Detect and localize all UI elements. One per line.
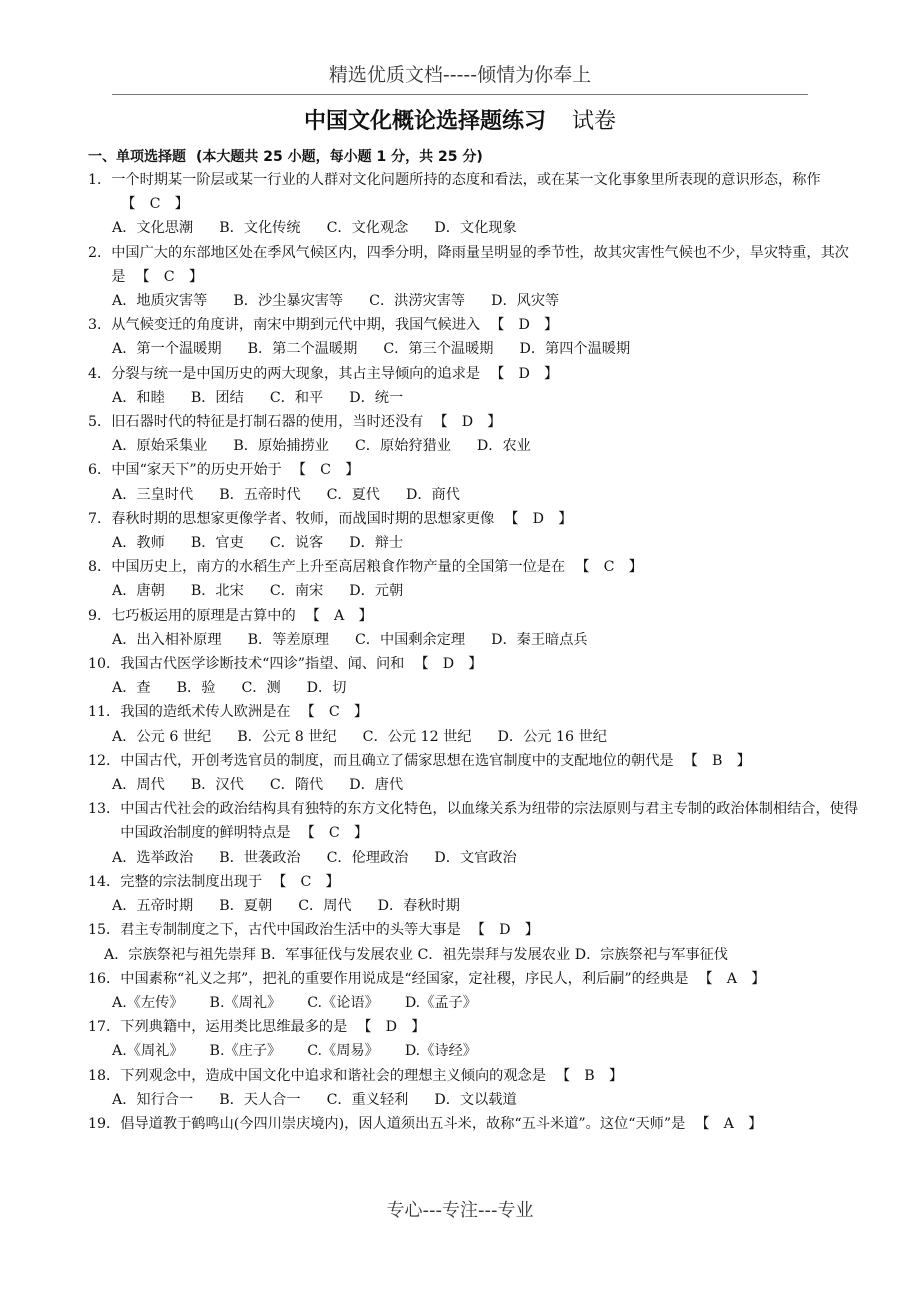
option-c: C．伦理政治 — [326, 849, 409, 866]
question-number: 3． — [88, 317, 112, 334]
option-a: A．教师 — [112, 535, 165, 552]
option-b: B．汉代 — [190, 777, 244, 794]
answer-bracket: 【 D 】 — [414, 656, 483, 673]
question-stem: 完整的宗法制度出现于 【 C 】 — [120, 873, 340, 890]
question-19 — [88, 1112, 858, 1136]
question-number: 9． — [88, 607, 112, 624]
option-b: B．天人合一 — [219, 1091, 301, 1108]
question-number: 19． — [88, 1115, 121, 1132]
question-number: 10． — [88, 656, 121, 673]
option-row — [88, 725, 858, 749]
option-d: D．秦王暗点兵 — [491, 631, 588, 648]
answer-bracket: 【 C 】 — [291, 462, 360, 479]
option-b: B．世袭政治 — [219, 849, 301, 866]
answer-bracket: 【 D 】 — [433, 414, 502, 431]
option-d: D.《孟子》 — [404, 994, 477, 1011]
answer-bracket: 【 C 】 — [121, 196, 189, 213]
question-stem: 中国古代，开创考选官员的制度，而且确立了儒家思想在选官制度中的支配地位的朝代是 【 B 】 — [120, 752, 751, 769]
question-11 — [88, 700, 858, 748]
answer-bracket: 【 D 】 — [490, 317, 559, 334]
question-stem: 旧石器时代的特征是打制石器的使用，当时还没有 【 D 】 — [111, 414, 502, 431]
question-13 — [88, 797, 858, 870]
option-b: B．文化传统 — [219, 220, 301, 237]
question-3 — [88, 313, 858, 361]
option-c: C．隋代 — [269, 777, 324, 794]
option-d: D．辩士 — [349, 535, 404, 552]
section-title: 一、单项选择题 — [88, 149, 186, 165]
option-b: B．团结 — [190, 389, 244, 406]
section-heading — [88, 146, 483, 166]
option-c: C．原始狩猎业 — [354, 438, 451, 455]
option-row — [88, 1039, 858, 1063]
question-number: 16． — [88, 970, 121, 987]
option-row — [88, 894, 858, 918]
answer-bracket: 【 D 】 — [504, 510, 573, 527]
question-12 — [88, 749, 858, 797]
answer-bracket: 【 C 】 — [300, 825, 369, 842]
option-d: D．公元 16 世纪 — [497, 728, 607, 745]
header-divider — [112, 94, 808, 95]
option-d: D．元朝 — [349, 583, 404, 600]
question-4 — [88, 362, 858, 410]
option-d: D．切 — [306, 680, 347, 697]
option-row — [88, 628, 858, 652]
option-b: B．等差原理 — [247, 631, 329, 648]
question-stem: 中国素称“礼义之邦”，把礼的重要作用说成是“经国家，定社稷，序民人，利后嗣”的经典是 【 A 】 — [120, 970, 766, 987]
option-row — [88, 991, 858, 1015]
answer-bracket: 【 D 】 — [357, 1019, 426, 1036]
question-stem: 春秋时期的思想家更像学者、牧师，而战国时期的思想家更像 【 D 】 — [111, 510, 573, 527]
option-c: C.《论语》 — [307, 994, 379, 1011]
option-a: A．周代 — [112, 777, 165, 794]
option-d: D．商代 — [405, 486, 460, 503]
question-stem: 君主专制制度之下，古代中国政治生活中的头等大事是 【 D 】 — [120, 922, 539, 939]
question-number: 8． — [88, 559, 112, 576]
question-number: 6． — [88, 462, 112, 479]
option-c: C．洪涝灾害等 — [369, 293, 466, 310]
option-row — [88, 434, 858, 458]
option-row — [88, 483, 858, 507]
option-d: D．第四个温暖期 — [519, 341, 631, 358]
question-number: 14． — [88, 873, 121, 890]
option-a: A．宗族祭祀与祖先崇拜 — [104, 946, 261, 963]
option-a: A．选举政治 — [112, 849, 194, 866]
option-d: D．农业 — [476, 438, 531, 455]
question-17 — [88, 1015, 858, 1063]
option-row — [88, 386, 858, 410]
page-header: 精选优质文档-----倾情为你奉上 — [328, 64, 592, 86]
question-16 — [88, 967, 858, 1015]
option-c: C．测 — [241, 680, 281, 697]
question-number: 18． — [88, 1067, 121, 1084]
question-stem: 分裂与统一是中国历史的两大现象，其占主导倾向的追求是 【 D 】 — [111, 365, 559, 382]
option-b: B．北宋 — [190, 583, 244, 600]
option-b: B．官吏 — [190, 535, 244, 552]
option-c: C．重义轻利 — [326, 1091, 409, 1108]
option-c: C．第三个温暖期 — [383, 341, 494, 358]
option-b: B.《周礼》 — [209, 994, 282, 1011]
question-7 — [88, 507, 858, 555]
answer-bracket: 【 C 】 — [300, 704, 369, 721]
option-row — [88, 943, 858, 967]
option-c: C．公元 12 世纪 — [362, 728, 472, 745]
question-number: 15． — [88, 922, 121, 939]
option-b: B．夏朝 — [219, 898, 273, 915]
question-18 — [88, 1064, 858, 1112]
option-row — [88, 337, 858, 361]
option-d: D.《诗经》 — [404, 1043, 477, 1060]
answer-bracket: 【 C 】 — [135, 268, 204, 285]
option-d: D．春秋时期 — [377, 898, 460, 915]
option-c: C．周代 — [298, 898, 352, 915]
question-number: 17． — [88, 1019, 121, 1036]
option-d: D．统一 — [349, 389, 404, 406]
answer-bracket: 【 A 】 — [305, 607, 373, 624]
question-stem: 中国古代社会的政治结构具有独特的东方文化特色，以血缘关系为纽带的宗法原则与君主专制的政治体制相结合，使得中国政治制度的鲜明特点是 【 C 】 — [120, 801, 859, 842]
answer-bracket: 【 D 】 — [490, 365, 559, 382]
question-stem: 从气候变迁的角度讲，南宋中期到元代中期，我国气候进入 【 D 】 — [111, 317, 559, 334]
answer-bracket: 【 B 】 — [683, 752, 751, 769]
answer-bracket: 【 A 】 — [698, 970, 766, 987]
question-stem: 下列典籍中，运用类比思维最多的是 【 D 】 — [120, 1019, 426, 1036]
option-d: D．文官政治 — [434, 849, 517, 866]
question-stem: 我国的造纸术传人欧洲是在 【 C 】 — [120, 704, 369, 721]
question-number: 7． — [88, 510, 112, 527]
option-b: B．原始捕捞业 — [233, 438, 329, 455]
question-number: 13． — [88, 801, 121, 818]
option-c: C.《周易》 — [307, 1043, 379, 1060]
option-c: C．南宋 — [269, 583, 324, 600]
option-b: B.《庄子》 — [209, 1043, 282, 1060]
question-number: 1． — [88, 172, 112, 188]
option-d: D．文化现象 — [434, 220, 517, 237]
section-note: (本大题共 25 小题，每小题 1 分，共 25 分) — [196, 149, 483, 165]
question-8 — [88, 555, 858, 603]
question-1 — [88, 168, 858, 241]
question-stem: 下列观念中，造成中国文化中追求和谐社会的理想主义倾向的观念是 【 B 】 — [120, 1067, 624, 1084]
question-stem: 中国“家天下”的历史开始于 【 C 】 — [111, 462, 360, 479]
option-row — [88, 846, 858, 870]
page-title — [0, 104, 920, 135]
option-row — [88, 579, 858, 603]
option-d: D．唐代 — [349, 777, 404, 794]
answer-bracket: 【 C 】 — [575, 559, 643, 576]
question-stem: 我国古代医学诊断技术“四诊”指望、闻、问和 【 D 】 — [120, 656, 483, 673]
question-stem: 中国广大的东部地区处在季风气候区内，四季分明，降雨量呈明显的季节性，故其灾害性气候也不少，旱灾特重，其次是 【 C 】 — [111, 244, 849, 285]
option-a: A．查 — [112, 680, 151, 697]
option-a: A．第一个温暖期 — [112, 341, 222, 358]
question-9 — [88, 604, 858, 652]
option-a: A.《周礼》 — [112, 1043, 184, 1060]
option-a: A．三皇时代 — [112, 486, 194, 503]
option-b: B．验 — [176, 680, 216, 697]
option-b: B．五帝时代 — [219, 486, 301, 503]
question-number: 4． — [88, 365, 112, 382]
option-a: A.《左传》 — [112, 994, 184, 1011]
option-c: C．祖先崇拜与发展农业 — [417, 946, 575, 963]
question-number: 5． — [88, 414, 112, 431]
option-row — [88, 289, 858, 313]
option-b: B．军事征伐与发展农业 — [260, 946, 418, 963]
question-number: 12． — [88, 752, 121, 769]
option-d: D．风灾等 — [491, 293, 560, 310]
answer-bracket: 【 C 】 — [272, 873, 340, 890]
option-a: A．和睦 — [112, 389, 165, 406]
option-row — [88, 531, 858, 555]
option-row — [88, 676, 858, 700]
option-c: C．说客 — [269, 535, 324, 552]
option-d: D．文以载道 — [434, 1091, 517, 1108]
question-number: 11． — [88, 704, 121, 721]
option-a: A．出入相补原理 — [112, 631, 222, 648]
question-6 — [88, 458, 858, 506]
option-row — [88, 773, 858, 797]
option-a: A．文化思潮 — [112, 220, 194, 237]
option-c: C．文化观念 — [326, 220, 409, 237]
option-row — [88, 216, 858, 240]
answer-bracket: 【 D 】 — [470, 922, 539, 939]
question-list — [88, 168, 858, 1136]
option-a: A．公元 6 世纪 — [112, 728, 212, 745]
question-stem: 七巧板运用的原理是古算中的 【 A 】 — [111, 607, 373, 624]
option-b: B．沙尘暴灾害等 — [233, 293, 344, 310]
option-b: B．公元 8 世纪 — [237, 728, 337, 745]
title-main: 中国文化概论选择题练习 — [303, 109, 546, 134]
option-a: A．唐朝 — [112, 583, 165, 600]
answer-bracket: 【 A 】 — [695, 1115, 763, 1132]
option-d: D．宗族祭祀与军事征伐 — [574, 946, 728, 963]
option-c: C．夏代 — [326, 486, 380, 503]
page-footer: 专心---专注---专业 — [386, 1200, 534, 1221]
option-a: A．地质灾害等 — [112, 293, 208, 310]
question-10 — [88, 652, 858, 700]
answer-bracket: 【 B 】 — [555, 1067, 624, 1084]
option-a: A．知行合一 — [112, 1091, 194, 1108]
option-c: C．和平 — [269, 389, 324, 406]
option-a: A．原始采集业 — [112, 438, 208, 455]
question-number: 2． — [88, 244, 112, 261]
question-2 — [88, 241, 858, 314]
option-a: A．五帝时期 — [112, 898, 194, 915]
option-row — [88, 1088, 858, 1112]
option-b: B．第二个温暖期 — [247, 341, 358, 358]
question-stem: 倡导道教于鹤鸣山(今四川崇庆境内)，因人道须出五斗米，故称“五斗米道”。这位“天师”是 【 A 】 — [120, 1115, 763, 1132]
question-stem: 一个时期某一阶层或某一行业的人群对文化问题所持的态度和看法，或在某一文化事象里所表现的意识形态，称作【 C 】 — [111, 172, 821, 213]
question-15 — [88, 918, 858, 966]
title-sub: 试卷 — [572, 109, 617, 134]
question-5 — [88, 410, 858, 458]
question-14 — [88, 870, 858, 918]
question-stem: 中国历史上，南方的水稻生产上升至高居粮食作物产量的全国第一位是在 【 C 】 — [111, 559, 643, 576]
option-c: C．中国剩余定理 — [354, 631, 466, 648]
